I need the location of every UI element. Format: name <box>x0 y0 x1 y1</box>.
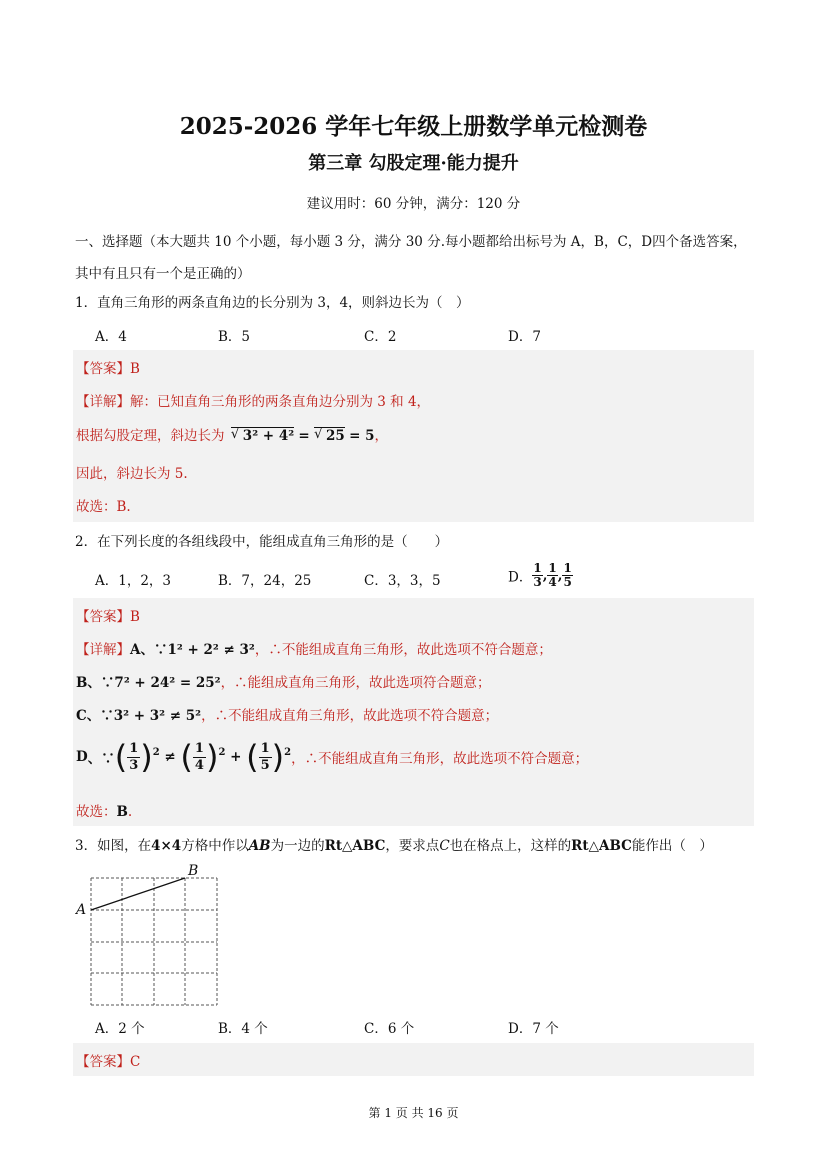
answer-tag: 【答案】 <box>76 361 130 377</box>
q3-option-c: C．6 个 <box>364 1021 415 1037</box>
answer-value: B <box>130 361 140 377</box>
q2-detail-line-c: C、∵3² + 3² ≠ 5²，∴不能组成直角三角形，故此选项不符合题意； <box>76 708 499 724</box>
q3-answer-line <box>76 1050 140 1070</box>
sqrt-expression-1: √ 3² + 4² <box>230 426 295 444</box>
q1-detail-line-2 <box>76 424 388 444</box>
math-a: 、∵1² + 2² ≠ 3² <box>140 642 255 658</box>
time-info: 建议用时：60 分钟，满分：120 分 <box>306 196 521 212</box>
chapter-subtitle: 第三章 勾股定理·能力提升 <box>308 153 519 174</box>
q1-option-d: D．7 <box>508 329 541 345</box>
detail-tag: 【详解】 <box>76 642 130 658</box>
answer-value: B <box>130 609 140 625</box>
question-2-stem: 2．在下列长度的各组线段中，能组成直角三角形的是（ ） <box>75 534 449 550</box>
grid-lines <box>91 878 217 1005</box>
detail-text: ，∴不能组成直角三角形，故此选项不符合题意； <box>254 642 552 658</box>
q1-option-a: A．4 <box>95 329 127 345</box>
math-b: 、∵7² + 24² = 25² <box>87 675 221 691</box>
q1-conclusion: 故选：B. <box>76 499 131 515</box>
equals-sign: = <box>298 428 310 444</box>
result-value: = 5 <box>349 428 375 444</box>
q2-conclusion: 故选：B. <box>76 804 133 820</box>
q1-answer-line <box>76 357 140 377</box>
answer-tag: 【答案】 <box>76 1054 130 1070</box>
q3-option-b: B．4 个 <box>218 1021 268 1037</box>
detail-text: ，∴不能组成直角三角形，故此选项不符合题意； <box>291 751 589 767</box>
q3-option-a: A．2 个 <box>95 1021 145 1037</box>
section-heading: 一、选择题（本大题共 10 个小题，每小题 3 分，满分 30 分.每小题都给出标号为 A，B，C，D四个备选答案，其中有且只有一个是正确的） <box>75 234 747 282</box>
math-c: 、∵3² + 3² ≠ 5² <box>86 708 202 724</box>
q1-answer-block <box>73 350 754 522</box>
fraction-1-4: $\frac{1}{4}$ <box>548 561 557 589</box>
q2-answer-line <box>76 605 140 625</box>
detail-text: ， <box>374 428 389 444</box>
question-1-stem: 1．直角三角形的两条直角边的长分别为 3，4，则斜边长为（ ） <box>75 295 470 311</box>
q2-option-d: D． $\frac{1}{3}$ , $\frac{1}{4}$ , $\frac{1}{5}$ <box>508 561 572 589</box>
q2-detail-line-d: D、∵( $\frac{1}{3}$ )$^2$ ≠ ( $\frac{1}{4}$ )$^2$ + ( $\frac{1}{5}$ )$^2$，∴不能组成直角三角形，故此选项不符合题意； <box>76 738 589 776</box>
detail-text: 根据勾股定理，斜边长为 <box>76 428 225 444</box>
q2-option-a: A．1，2，3 <box>95 573 172 589</box>
detail-text: 解：已知直角三角形的两条直角边分别为 3 和 4， <box>130 394 431 410</box>
option-label: D． <box>508 569 533 586</box>
answer-value: C <box>130 1054 141 1070</box>
q3-option-d: D．7 个 <box>508 1021 559 1037</box>
sqrt-expression-2: √ 25 <box>314 426 345 444</box>
page-footer: 第 1 页 共 16 页 <box>368 1106 459 1120</box>
q1-option-c: C．2 <box>364 329 397 345</box>
segment-ab <box>91 878 185 910</box>
question-3-stem: 3．如图，在4×4方格中作以AB为一边的Rt△ABC，要求点C也在格点上，这样的Rt△ABC能作出（ ） <box>75 838 713 854</box>
q2-detail-line-b: B、∵7² + 24² = 25²，∴能组成直角三角形，故此选项符合题意； <box>76 675 491 691</box>
q2-option-b: B．7，24，25 <box>218 573 312 589</box>
fraction-1-5: $\frac{1}{5}$ <box>563 561 572 589</box>
fraction-1-3: $\frac{1}{3}$ <box>533 561 542 589</box>
detail-text: ，∴不能组成直角三角形，故此选项不符合题意； <box>201 708 499 724</box>
q1-detail-line-1 <box>76 390 430 410</box>
grid-figure <box>72 860 232 1010</box>
q1-option-b: B．5 <box>218 329 251 345</box>
q1-detail-line-3: 因此，斜边长为 5. <box>76 466 188 482</box>
page-title: 2025-2026 学年七年级上册数学单元检测卷 <box>179 113 648 140</box>
answer-tag: 【答案】 <box>76 609 130 625</box>
point-b-label: B <box>188 863 199 879</box>
point-a-label: A <box>76 902 87 918</box>
detail-tag: 【详解】 <box>76 394 130 410</box>
q2-detail-line-a: 【详解】A、∵1² + 2² ≠ 3²，∴不能组成直角三角形，故此选项不符合题意； <box>76 642 552 658</box>
q2-answer-block <box>73 598 754 826</box>
q3-answer-block <box>73 1043 754 1076</box>
q2-option-c: C．3，3，5 <box>364 573 441 589</box>
detail-text: ，∴能组成直角三角形，故此选项符合题意； <box>220 675 491 691</box>
